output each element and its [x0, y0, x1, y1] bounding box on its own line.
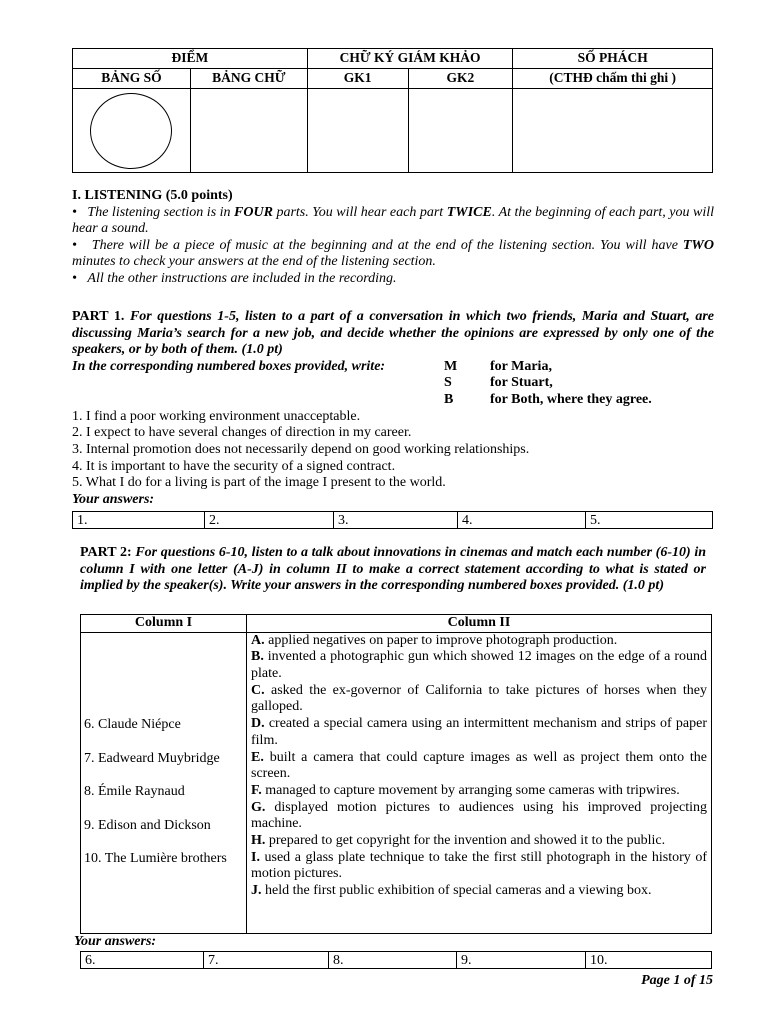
bang-chu-box[interactable] — [190, 89, 307, 173]
so-phach-note: (CTHĐ chấm thi ghi ) — [513, 69, 713, 89]
column1-item: 6. Claude Niépce — [84, 716, 181, 732]
part1-answer-table — [72, 511, 713, 529]
diem-header: ĐIỂM — [73, 49, 308, 69]
answer-box-6[interactable]: 6. — [81, 952, 204, 969]
column1-item: 7. Eadweard Muybridge — [84, 750, 220, 766]
column2-item: A. applied negatives on paper to improve photograph production. — [251, 632, 618, 648]
score-circle — [90, 93, 172, 169]
answer-box-7[interactable]: 7. — [204, 952, 329, 969]
listening-bullet: • The listening section is in FOUR parts. You will hear each part TWICE. At the beginning of each part, you will hear a sound. — [72, 204, 715, 237]
part1-instructions: PART 1. For questions 1-5, listen to a part of a conversation in which two friends, Maria and Stuart, are discussing Maria’s search for a new job, and decide whether the opinions are expressed by only one of the speakers, or by both of them. (1.0 pt) — [72, 309, 715, 358]
answer-box-10[interactable]: 10. — [586, 952, 712, 969]
listening-bullet: • There will be a piece of music at the beginning and at the end of the listening section. You will have TWO minutes to check your answers at the end of the listening section. — [72, 237, 714, 270]
column2-item: J. held the first public exhibition of special cameras and a viewing box. — [251, 883, 652, 899]
gk2-header: GK2 — [408, 69, 513, 89]
column2-item: H. prepared to get copyright for the invention and showed it to the public. — [251, 833, 666, 849]
part1-section — [72, 309, 714, 508]
answer-box-1[interactable]: 1. — [73, 512, 205, 529]
column1-list — [81, 632, 247, 933]
column1-item: 8. Émile Raynaud — [84, 783, 185, 799]
answer-box-2[interactable]: 2. — [205, 512, 334, 529]
so-phach-box[interactable] — [513, 89, 713, 173]
column2-list — [247, 632, 712, 933]
question: 5. What I do for a living is part of the image I present to the world. — [72, 475, 446, 491]
gk1-header: GK1 — [307, 69, 408, 89]
column2-header: Column II — [247, 615, 712, 633]
code-list: M for Maria, S for Stuart, B for Both, where they agree. — [444, 358, 652, 407]
your-answers-label: Your answers: — [72, 491, 155, 507]
part2-instructions: PART 2: For questions 6-10, listen to a talk about innovations in cinemas and match each number (6-10) in column I with one letter (A-J) in column II to make a correct statement according to what is stated or implied by the speaker(s). Write your answers in the corresponding numbered boxes provided. (1.0 pt) — [80, 545, 707, 594]
bang-so-header: BẢNG SỐ — [73, 69, 191, 89]
column2-item: I. used a glass plate technique to take the first still photograph in the history of motion pictures. — [251, 849, 708, 882]
column2-item: B. invented a photographic gun which showed 12 images on the edge of a round plate. — [251, 649, 707, 681]
answer-box-5[interactable]: 5. — [586, 512, 713, 529]
listening-section — [72, 188, 714, 288]
matching-table — [80, 614, 712, 934]
column1-item: 10. The Lumière brothers — [84, 850, 227, 866]
column2-item: C. asked the ex-governor of California to take pictures of horses when they galloped. — [251, 682, 708, 715]
your-answers-label: Your answers: — [74, 934, 157, 949]
answer-box-3[interactable]: 3. — [334, 512, 458, 529]
gk2-box[interactable] — [408, 89, 513, 173]
column2-item: F. managed to capture movement by arranging some cameras with tripwires. — [251, 782, 680, 798]
answer-box-8[interactable]: 8. — [329, 952, 457, 969]
page-number: Page 1 of 15 — [641, 973, 713, 988]
answer-box-9[interactable]: 9. — [457, 952, 586, 969]
question: 4. It is important to have the security of a signed contract. — [72, 458, 396, 474]
listening-title: I. LISTENING (5.0 points) — [72, 188, 233, 203]
column2-item: E. built a camera that could capture images as well as project them onto the screen. — [251, 749, 708, 782]
column2-item: D. created a special camera using an intermittent mechanism and strips of paper film. — [251, 716, 707, 748]
answer-box-4[interactable]: 4. — [458, 512, 586, 529]
bang-chu-header: BẢNG CHỮ — [190, 69, 307, 89]
gk1-box[interactable] — [307, 89, 408, 173]
column1-item: 9. Edison and Dickson — [84, 817, 211, 833]
question: 3. Internal promotion does not necessarily depend on good working relationships. — [72, 441, 530, 457]
part2-section — [80, 545, 706, 595]
question: 1. I find a poor working environment unacceptable. — [72, 408, 361, 424]
part2-answer-table — [80, 951, 712, 969]
listening-bullet: • All the other instructions are included in the recording. — [72, 270, 397, 286]
score-header-table — [72, 48, 713, 173]
column2-item: G. displayed motion pictures to audiences using his improved projecting machine. — [251, 799, 707, 832]
so-phach-header: SỐ PHÁCH — [513, 49, 713, 69]
question: 2. I expect to have several changes of direction in my career. — [72, 425, 412, 441]
bang-so-box[interactable] — [73, 89, 191, 173]
column1-header: Column I — [81, 615, 247, 633]
part1-write-label: In the corresponding numbered boxes provided, write: — [72, 358, 386, 374]
chu-ky-header: CHỮ KÝ GIÁM KHẢO — [307, 49, 513, 69]
